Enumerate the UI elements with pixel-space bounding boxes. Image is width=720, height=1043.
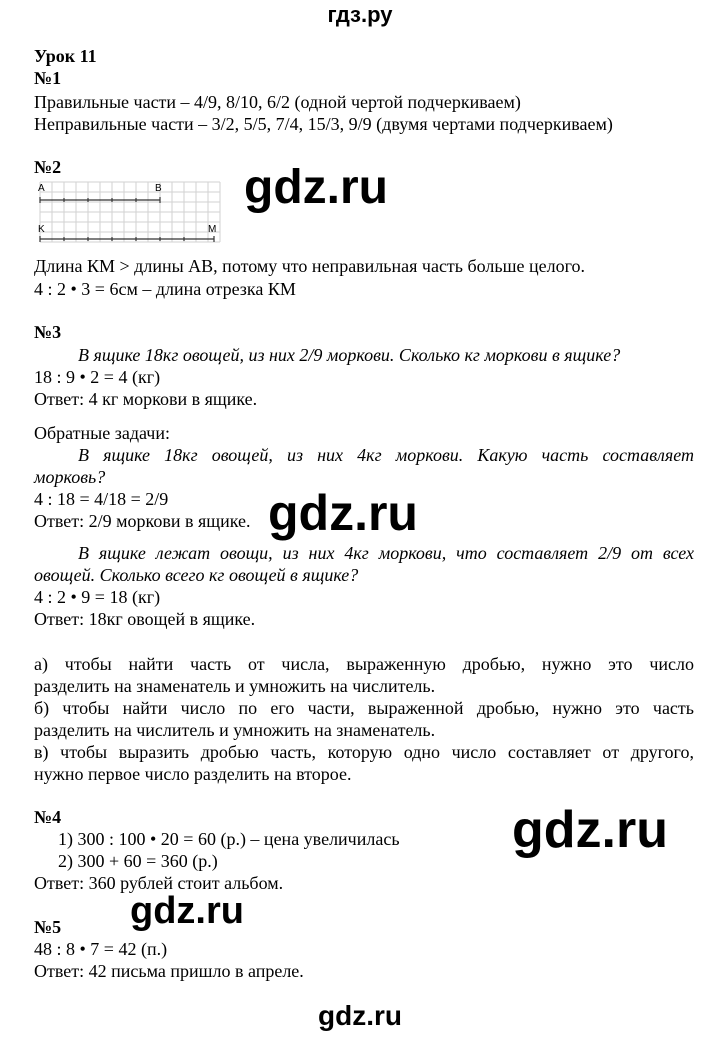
task5-answer: Ответ: 42 письма пришло в апреле. [34,961,304,981]
task2-number: №2 [34,157,62,177]
task3-answer-2: Ответ: 2/9 моркови в ящике. [34,511,251,531]
task3-problem-1: В ящике 18кг овощей, из них 2/9 моркови. Сколько кг моркови в ящике? [78,345,621,365]
task4-step-1: 1) 300 : 100 • 20 = 60 (р.) – цена увеличилась [58,829,400,849]
site-header: гдз.ру [327,2,393,27]
task3-solution-1: 18 : 9 • 2 = 4 (кг) [34,367,161,387]
watermark: gdz.ru [268,485,418,541]
label-b: B [155,183,162,194]
task2-line-2: 4 : 2 • 3 = 6см – длина отрезка КМ [34,279,296,299]
task4-answer: Ответ: 360 рублей стоит альбом. [34,873,284,893]
task3-answer-1: Ответ: 4 кг моркови в ящике. [34,389,258,409]
task3-number: №3 [34,322,62,342]
task3-problem-3-line-1: В ящике лежат овощи, из них 4кг моркови, что составляет 2/9 от всех [78,543,694,563]
task1-number: №1 [34,68,62,88]
watermark: gdz.ru [244,161,388,214]
rule-c-line-2: нужно первое число разделить на второе. [34,764,352,784]
rule-c-line-1: в) чтобы выразить дробью часть, которую одно число составляет от другого, [34,742,694,762]
task5-number: №5 [34,917,62,937]
task3-problem-2-line-2: морковь? [34,467,106,487]
task3-answer-3: Ответ: 18кг овощей в ящике. [34,609,256,629]
label-m: M [208,224,217,235]
task1-line-2: Неправильные части – 3/2, 5/5, 7/4, 15/3, 9/9 (двумя чертами подчеркиваем) [34,114,613,134]
segments-diagram [36,178,226,246]
task3-solution-3: 4 : 2 • 9 = 18 (кг) [34,587,161,607]
task3-problem-3-line-2: овощей. Сколько всего кг овощей в ящике? [34,565,359,585]
task4-number: №4 [34,807,62,827]
rule-a-line-1: а) чтобы найти часть от числа, выраженную дробью, нужно это число [34,654,694,674]
task2-line-1: Длина КМ > длины АВ, потому что неправильная часть больше целого. [34,256,586,276]
rule-b-line-1: б) чтобы найти число по его части, выраженной дробью, нужно это часть [34,698,694,718]
task1-line-1: Правильные части – 4/9, 8/10, 6/2 (одной чертой подчеркиваем) [34,92,521,112]
watermark: gdz.ru [512,801,668,859]
task3-solution-2: 4 : 18 = 4/18 = 2/9 [34,489,169,509]
task3-inverse-title: Обратные задачи: [34,423,170,443]
segment-km [40,236,214,242]
rule-a-line-2: разделить на знаменатель и умножить на числитель. [34,676,436,696]
rule-b-line-2: разделить на числитель и умножить на знаменатель. [34,720,436,740]
lesson-title: Урок 11 [34,46,97,66]
task5-solution: 48 : 8 • 7 = 42 (п.) [34,939,168,959]
task3-problem-2-line-1: В ящике 18кг овощей, из них 4кг моркови. Какую часть составляет [78,445,694,465]
watermark: gdz.ru [130,890,244,932]
task4-step-2: 2) 300 + 60 = 360 (р.) [58,851,218,871]
label-a: A [38,183,45,194]
watermark: gdz.ru [318,1000,402,1031]
label-k: K [38,224,45,235]
